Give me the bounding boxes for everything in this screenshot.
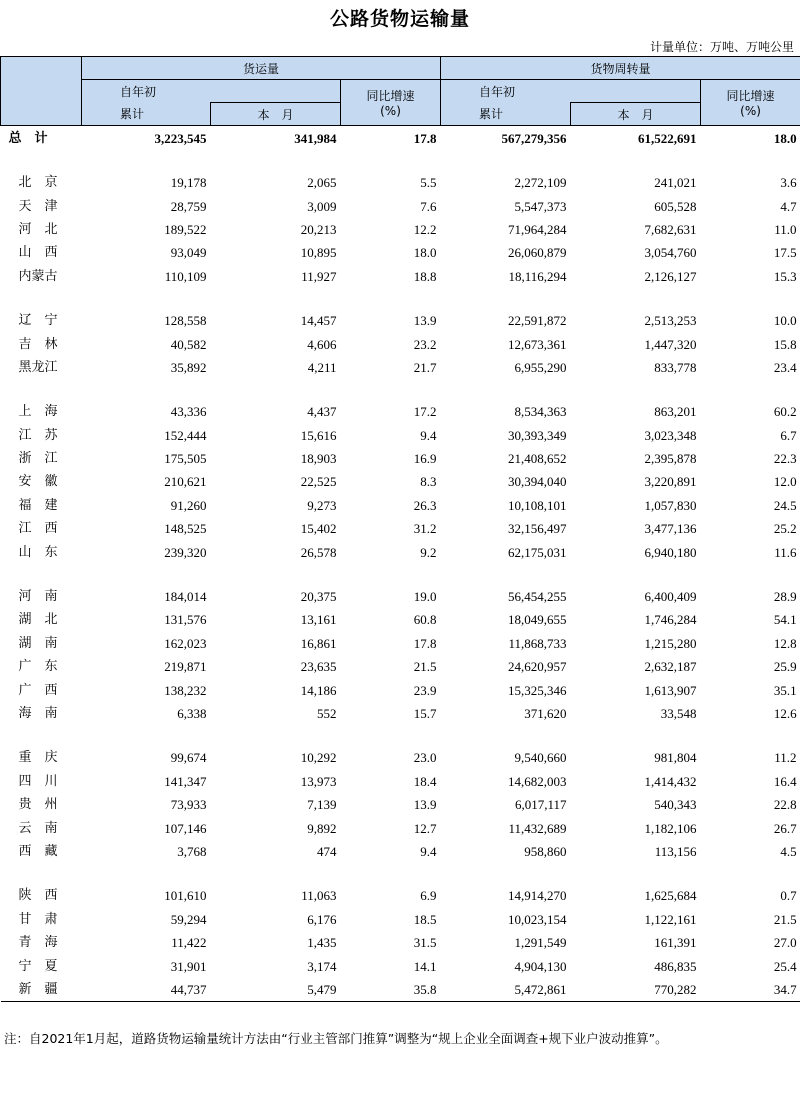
- cell-volume-yoy: 9.2: [420, 544, 437, 560]
- cell-volume-month: 18,903: [300, 451, 337, 467]
- cell-volume-yoy: 5.5: [420, 175, 437, 191]
- row-name: 总 计: [1, 126, 82, 151]
- cell-volume-month: 341,984: [211, 126, 341, 151]
- table-row: [1, 265, 800, 288]
- cell-turnover-cumulative: 371,620: [524, 706, 567, 721]
- cell-turnover-cumulative: 14,914,270: [508, 888, 567, 904]
- cell-turnover-cumulative: 21,408,652: [508, 451, 567, 467]
- table-row: [1, 447, 800, 470]
- cell-turnover-month: 1,625,684: [644, 888, 697, 904]
- cell-volume-month: 20,213: [300, 221, 337, 237]
- cell-turnover-yoy: 22.8: [773, 797, 797, 813]
- cell-volume-cumulative: 59,294: [170, 911, 207, 927]
- row-name: 江 苏: [18, 427, 58, 443]
- cell-volume-yoy: 9.4: [420, 427, 437, 443]
- cell-turnover-yoy: 6.7: [780, 427, 797, 443]
- cell-turnover-cumulative: 9,540,660: [514, 750, 567, 766]
- cell-turnover-yoy: 23.4: [773, 359, 797, 375]
- row-name: 四 川: [18, 773, 58, 789]
- cell-volume-month: 11,063: [301, 888, 337, 904]
- cell-volume-cumulative: 44,737: [82, 978, 211, 1002]
- group-spacer: [1, 863, 800, 884]
- cell-volume-cumulative: 40,582: [170, 336, 207, 352]
- row-name: 内蒙古: [18, 268, 58, 284]
- cell-volume-yoy: 7.6: [420, 198, 437, 214]
- cell-turnover-cumulative: 11,868,733: [508, 635, 567, 651]
- cell-volume-yoy: 31.5: [413, 935, 437, 951]
- cell-turnover-cumulative: 6,955,290: [514, 359, 567, 375]
- cell-turnover-cumulative: 6,017,117: [515, 797, 567, 813]
- cell-volume-month: 14,186: [300, 682, 337, 698]
- cell-volume-cumulative: 35,892: [170, 359, 207, 375]
- cell-volume-month: 6,176: [307, 911, 337, 927]
- row-name: 浙 江: [18, 451, 58, 467]
- cell-turnover-cumulative: 30,393,349: [508, 427, 567, 443]
- footnote: 注：自2021年1月起，道路货物运输量统计方法由“行业主管部门推算”调整为“规上企业全面调查+规下业户波动推算”。: [4, 1031, 668, 1046]
- cell-turnover-month: 3,054,760: [644, 245, 697, 261]
- cell-volume-month: 23,635: [300, 659, 337, 675]
- cell-turnover-yoy: 16.4: [773, 773, 797, 789]
- cell-volume-month: 5,479: [211, 978, 341, 1002]
- cell-volume-month: 15,616: [300, 427, 337, 443]
- table-row: [1, 241, 800, 264]
- cell-turnover-cumulative: 14,682,003: [508, 773, 567, 789]
- cell-volume-month: 2,065: [307, 175, 337, 191]
- cell-volume-yoy: 15.7: [413, 706, 437, 721]
- table-row: [1, 978, 800, 1002]
- cell-volume-cumulative: 219,871: [164, 659, 207, 675]
- cell-turnover-cumulative: 958,860: [524, 843, 567, 859]
- table-row: [1, 494, 800, 517]
- row-name: 黑龙江: [18, 359, 58, 375]
- header-freight-turnover: 货物周转量: [441, 57, 800, 80]
- row-name: 江 西: [18, 521, 58, 537]
- cell-volume-yoy: 18.4: [413, 773, 437, 789]
- table-row: [1, 793, 800, 816]
- cell-turnover-yoy: 11.0: [774, 221, 797, 237]
- cell-turnover-yoy: 15.3: [773, 268, 797, 284]
- cell-turnover-month: 1,057,830: [644, 497, 697, 513]
- cell-volume-cumulative: 43,336: [170, 404, 207, 420]
- cell-volume-yoy: 6.9: [420, 888, 437, 904]
- cell-turnover-month: 3,023,348: [644, 427, 697, 443]
- cell-turnover-month: 1,746,284: [644, 612, 697, 628]
- cell-turnover-cumulative: 2,272,109: [514, 175, 567, 191]
- header-yoy-volume: [341, 80, 441, 126]
- cell-volume-month: 474: [317, 843, 337, 859]
- row-name: 辽 宁: [18, 313, 58, 329]
- cell-turnover-month: 3,220,891: [644, 474, 697, 490]
- group-spacer: [1, 288, 800, 309]
- cell-volume-yoy: 9.4: [420, 843, 437, 859]
- spacer-cell: [1, 150, 800, 171]
- cell-turnover-yoy: 4.5: [780, 843, 797, 859]
- cell-turnover-month: 1,182,106: [644, 820, 697, 836]
- cell-volume-yoy: 14.1: [413, 958, 437, 974]
- cell-volume-yoy: 18.0: [413, 245, 437, 261]
- cell-turnover-cumulative: 71,964,284: [508, 221, 567, 237]
- header-cumulative-turnover: 累计: [441, 103, 571, 126]
- cell-turnover-month: 6,940,180: [644, 544, 697, 560]
- cell-volume-yoy: 35.8: [341, 978, 441, 1002]
- cell-volume-cumulative: 184,014: [164, 589, 207, 605]
- cell-turnover-month: 833,778: [654, 359, 697, 375]
- row-name: 重 庆: [18, 750, 58, 766]
- cell-volume-month: 4,437: [307, 404, 337, 420]
- header-pct-label: (%): [740, 104, 761, 118]
- cell-turnover-month: 6,400,409: [644, 589, 697, 605]
- cell-turnover-yoy: 11.6: [774, 544, 797, 560]
- corner-cell: [1, 57, 82, 126]
- cell-volume-cumulative: 210,621: [164, 474, 207, 490]
- cell-turnover-yoy: 21.5: [773, 911, 797, 927]
- row-name: 云 南: [18, 820, 58, 836]
- cell-turnover-cumulative: 56,454,255: [508, 589, 567, 605]
- cell-volume-month: 552: [317, 706, 337, 721]
- table-row: [1, 655, 800, 678]
- row-name: 福 建: [18, 497, 58, 513]
- group-spacer: [1, 564, 800, 585]
- cell-turnover-month: 3,477,136: [644, 521, 697, 537]
- table-row-total: [1, 126, 800, 151]
- header-ytd-turnover: 自年初: [441, 80, 701, 103]
- cell-turnover-cumulative: 26,060,879: [508, 245, 567, 261]
- cell-volume-yoy: 60.8: [413, 612, 437, 628]
- group-spacer: [1, 725, 800, 746]
- table-row: [1, 470, 800, 493]
- cell-volume-cumulative: 189,522: [164, 221, 207, 237]
- cell-volume-month: 7,139: [307, 797, 337, 813]
- cell-turnover-yoy: 28.9: [773, 589, 797, 605]
- cell-volume-cumulative: 239,320: [164, 544, 207, 560]
- cell-turnover-cumulative: 12,673,361: [508, 336, 567, 352]
- freight-table: [0, 56, 800, 1002]
- unit-label: 计量单位：万吨、万吨公里: [649, 40, 794, 54]
- cell-turnover-month: 981,804: [654, 750, 697, 766]
- cell-turnover-cumulative: 32,156,497: [508, 521, 567, 537]
- cell-turnover-month: 1,414,432: [644, 773, 697, 789]
- cell-turnover-cumulative: 22,591,872: [508, 313, 567, 329]
- cell-volume-month: 15,402: [300, 521, 337, 537]
- table-header: [1, 57, 800, 126]
- cell-turnover-cumulative: 24,620,957: [508, 659, 567, 675]
- header-month-turnover: 本 月: [571, 103, 701, 126]
- row-name: 贵 州: [18, 797, 58, 813]
- cell-volume-month: 3,174: [307, 958, 337, 974]
- cell-volume-cumulative: 148,525: [164, 521, 207, 537]
- cell-volume-cumulative: 93,049: [170, 245, 207, 261]
- row-name: 广 西: [18, 682, 58, 698]
- cell-turnover-yoy: 34.7: [701, 978, 800, 1002]
- cell-turnover-yoy: 26.7: [773, 820, 797, 836]
- cell-volume-month: 26,578: [300, 544, 337, 560]
- cell-volume-month: 13,161: [300, 612, 337, 628]
- table-row: [1, 931, 800, 954]
- cell-volume-cumulative: 128,558: [164, 313, 207, 329]
- cell-turnover-yoy: 35.1: [773, 682, 797, 698]
- cell-volume-cumulative: 175,505: [164, 451, 207, 467]
- cell-volume-cumulative: 99,674: [170, 750, 207, 766]
- cell-volume-yoy: 12.2: [413, 221, 437, 237]
- spacer-cell: [1, 379, 800, 400]
- cell-turnover-month: 2,395,878: [644, 451, 697, 467]
- cell-volume-yoy: 23.2: [413, 336, 437, 352]
- cell-turnover-yoy: 22.3: [773, 451, 797, 467]
- spacer-cell: [1, 288, 800, 309]
- row-name: 北 京: [18, 175, 58, 191]
- cell-volume-month: 1,435: [307, 935, 337, 951]
- cell-volume-cumulative: 107,146: [164, 820, 207, 836]
- cell-volume-yoy: 31.2: [413, 521, 437, 537]
- cell-turnover-cumulative: 10,108,101: [508, 497, 567, 513]
- header-yoy-label: 同比增速: [366, 89, 415, 103]
- row-name: 陕 西: [18, 888, 58, 904]
- table-row: [1, 356, 800, 379]
- cell-volume-month: 3,009: [307, 198, 337, 214]
- cell-volume-month: 14,457: [300, 313, 337, 329]
- table-row: [1, 218, 800, 241]
- cell-turnover-yoy: 54.1: [773, 612, 797, 628]
- cell-volume-yoy: 21.7: [413, 359, 437, 375]
- cell-turnover-month: 770,282: [571, 978, 701, 1002]
- cell-turnover-month: 113,156: [654, 843, 697, 859]
- cell-volume-yoy: 26.3: [413, 497, 437, 513]
- cell-turnover-month: 2,126,127: [644, 268, 697, 284]
- spacer-cell: [1, 725, 800, 746]
- table-row: [1, 400, 800, 423]
- row-name: 吉 林: [18, 336, 58, 352]
- row-name: 上 海: [18, 404, 58, 420]
- row-name: 西 藏: [18, 843, 58, 859]
- cell-turnover-yoy: 24.5: [773, 497, 797, 513]
- cell-volume-cumulative: 6,338: [177, 706, 207, 721]
- cell-turnover-month: 2,513,253: [644, 313, 697, 329]
- cell-turnover-month: 1,122,161: [644, 911, 697, 927]
- cell-volume-month: 16,861: [300, 635, 337, 651]
- cell-volume-month: 13,973: [300, 773, 337, 789]
- page-title: 公路货物运输量: [329, 8, 470, 30]
- cell-volume-month: 4,211: [307, 359, 337, 375]
- cell-volume-cumulative: 138,232: [164, 682, 207, 698]
- cell-volume-yoy: 21.5: [413, 659, 437, 675]
- cell-volume-yoy: 18.5: [413, 911, 437, 927]
- row-name: 河 北: [18, 221, 58, 237]
- table-row: [1, 608, 800, 631]
- group-spacer: [1, 379, 800, 400]
- cell-turnover-cumulative: 30,394,040: [508, 474, 567, 490]
- cell-volume-month: 22,525: [300, 474, 337, 490]
- cell-turnover-cumulative: 15,325,346: [508, 682, 567, 698]
- cell-volume-yoy: 17.8: [341, 126, 441, 151]
- cell-volume-yoy: 12.7: [413, 820, 437, 836]
- header-yoy-turnover: [701, 80, 800, 126]
- table-row: [1, 954, 800, 977]
- cell-volume-yoy: 16.9: [413, 451, 437, 467]
- table-body: [1, 126, 800, 1002]
- cell-turnover-month: 161,391: [654, 935, 697, 951]
- cell-turnover-yoy: 17.5: [773, 245, 797, 261]
- cell-turnover-month: 605,528: [654, 198, 697, 214]
- cell-turnover-cumulative: 567,279,356: [441, 126, 571, 151]
- cell-volume-yoy: 19.0: [413, 589, 437, 605]
- row-name: 山 西: [18, 245, 58, 261]
- cell-volume-month: 10,292: [300, 750, 337, 766]
- row-name: 湖 南: [18, 635, 58, 651]
- cell-volume-cumulative: 3,223,545: [82, 126, 211, 151]
- cell-turnover-cumulative: 18,116,294: [508, 268, 567, 284]
- group-spacer: [1, 150, 800, 171]
- cell-turnover-yoy: 25.4: [773, 958, 797, 974]
- cell-volume-yoy: 13.9: [413, 797, 437, 813]
- cell-volume-yoy: 23.9: [413, 682, 437, 698]
- cell-volume-month: 9,273: [307, 497, 337, 513]
- cell-volume-cumulative: 73,933: [170, 797, 207, 813]
- cell-turnover-month: 1,215,280: [644, 635, 697, 651]
- cell-volume-cumulative: 152,444: [164, 427, 207, 443]
- header-cumulative-volume: 累计: [82, 103, 211, 126]
- cell-volume-yoy: 17.2: [413, 404, 437, 420]
- cell-turnover-yoy: 25.9: [773, 659, 797, 675]
- cell-volume-cumulative: 110,109: [164, 268, 207, 284]
- cell-turnover-month: 863,201: [654, 404, 697, 420]
- cell-volume-yoy: 23.0: [413, 750, 437, 766]
- cell-turnover-yoy: 12.8: [773, 635, 797, 651]
- cell-volume-yoy: 18.8: [413, 268, 437, 284]
- header-yoy-label: 同比增速: [726, 89, 775, 103]
- cell-volume-yoy: 17.8: [413, 635, 437, 651]
- row-name: 安 徽: [18, 474, 58, 490]
- cell-volume-cumulative: 101,610: [164, 888, 207, 904]
- table-row: [1, 884, 800, 907]
- cell-volume-cumulative: 19,178: [170, 175, 207, 191]
- row-name: 甘 肃: [18, 911, 58, 927]
- cell-volume-cumulative: 162,023: [164, 635, 207, 651]
- cell-turnover-cumulative: 62,175,031: [508, 544, 567, 560]
- table-row: [1, 194, 800, 217]
- cell-volume-cumulative: 11,422: [171, 935, 207, 951]
- row-name: 宁 夏: [18, 958, 58, 974]
- table-row: [1, 309, 800, 332]
- header-month-volume: 本 月: [211, 103, 341, 126]
- cell-volume-cumulative: 31,901: [170, 958, 207, 974]
- row-name: 河 南: [18, 589, 58, 605]
- cell-volume-month: 20,375: [300, 589, 337, 605]
- table-row: [1, 840, 800, 863]
- table-row: [1, 540, 800, 563]
- table-row: [1, 702, 800, 725]
- cell-turnover-yoy: 12.6: [773, 706, 797, 721]
- cell-turnover-month: 1,613,907: [644, 682, 697, 698]
- cell-turnover-yoy: 15.8: [773, 336, 797, 352]
- cell-volume-month: 11,927: [301, 268, 337, 284]
- cell-turnover-month: 61,522,691: [571, 126, 701, 151]
- row-name: 青 海: [18, 935, 58, 951]
- table-row: [1, 171, 800, 194]
- cell-volume-month: 4,606: [307, 336, 337, 352]
- cell-turnover-cumulative: 4,904,130: [514, 958, 567, 974]
- cell-volume-cumulative: 141,347: [164, 773, 207, 789]
- table-row: [1, 908, 800, 931]
- header-freight-volume: 货运量: [82, 57, 441, 80]
- cell-turnover-yoy: 0.7: [780, 888, 797, 904]
- cell-turnover-month: 1,447,320: [644, 336, 697, 352]
- cell-turnover-yoy: 27.0: [773, 935, 797, 951]
- table-row: [1, 770, 800, 793]
- header-pct-label: (%): [380, 104, 401, 118]
- cell-turnover-yoy: 11.2: [774, 750, 797, 766]
- cell-volume-cumulative: 131,576: [164, 612, 207, 628]
- cell-turnover-cumulative: 1,291,549: [514, 935, 567, 951]
- table-row: [1, 424, 800, 447]
- table-row: [1, 816, 800, 839]
- cell-turnover-cumulative: 18,049,655: [508, 612, 567, 628]
- cell-turnover-yoy: 60.2: [773, 404, 797, 420]
- cell-turnover-month: 241,021: [654, 175, 697, 191]
- cell-turnover-cumulative: 10,023,154: [508, 911, 567, 927]
- cell-volume-cumulative: 28,759: [170, 198, 207, 214]
- table-row: [1, 678, 800, 701]
- cell-volume-yoy: 8.3: [420, 474, 437, 490]
- cell-turnover-month: 486,835: [654, 958, 697, 974]
- row-name: 广 东: [18, 659, 58, 675]
- table-row: [1, 332, 800, 355]
- cell-turnover-month: 33,548: [660, 706, 697, 721]
- cell-turnover-cumulative: 8,534,363: [514, 404, 567, 420]
- header-ytd-volume: 自年初: [82, 80, 341, 103]
- row-name: 山 东: [18, 544, 58, 560]
- cell-volume-month: 10,895: [300, 245, 337, 261]
- cell-turnover-yoy: 25.2: [773, 521, 797, 537]
- cell-volume-month: 9,892: [307, 820, 337, 836]
- cell-turnover-yoy: 10.0: [773, 313, 797, 329]
- cell-turnover-month: 7,682,631: [644, 221, 697, 237]
- row-name: 湖 北: [18, 612, 58, 628]
- cell-turnover-month: 2,632,187: [644, 659, 697, 675]
- cell-turnover-cumulative: 11,432,689: [508, 820, 567, 836]
- row-name: 天 津: [18, 198, 58, 214]
- cell-volume-cumulative: 91,260: [170, 497, 207, 513]
- cell-turnover-yoy: 3.6: [780, 175, 797, 191]
- table-row: [1, 746, 800, 769]
- cell-turnover-cumulative: 5,472,861: [441, 978, 571, 1002]
- cell-turnover-yoy: 4.7: [780, 198, 797, 214]
- spacer-cell: [1, 564, 800, 585]
- row-name: 新 疆: [1, 978, 82, 1002]
- cell-volume-yoy: 13.9: [413, 313, 437, 329]
- cell-turnover-month: 540,343: [654, 797, 697, 813]
- table-row: [1, 632, 800, 655]
- spacer-cell: [1, 863, 800, 884]
- cell-turnover-yoy: 18.0: [701, 126, 800, 151]
- cell-turnover-yoy: 12.0: [773, 474, 797, 490]
- table-row: [1, 517, 800, 540]
- cell-turnover-cumulative: 5,547,373: [514, 198, 567, 214]
- table-row: [1, 585, 800, 608]
- cell-volume-cumulative: 3,768: [177, 843, 207, 859]
- row-name: 海 南: [18, 706, 58, 721]
